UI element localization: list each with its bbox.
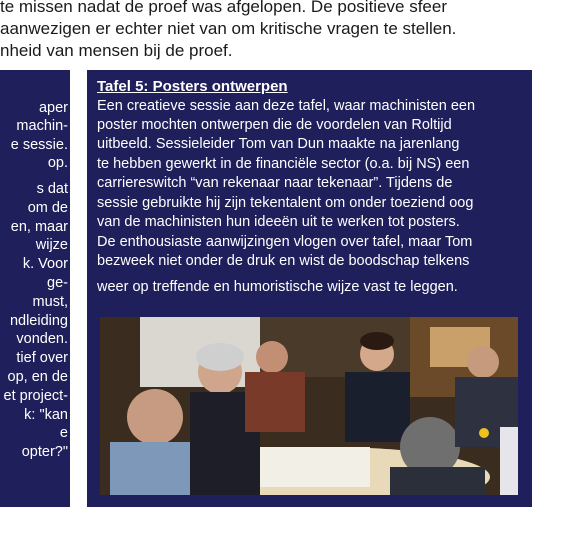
sidebar-line: op.	[47, 155, 68, 171]
tafel-5-box	[87, 70, 532, 507]
sidebar-line: tief over	[16, 350, 68, 366]
box-text-line: Een creatieve sessie aan deze tafel, waar machinisten een	[97, 98, 476, 114]
box-text-line: weer op treffende en humoristische wijze vast te leggen.	[97, 279, 458, 295]
workshop-photo-illustration	[100, 317, 518, 495]
body-line: te missen nadat de proef was afgelopen. De positieve sfeer	[0, 0, 447, 16]
sidebar-line: e sessie.	[10, 137, 68, 153]
sidebar-line: aper	[38, 100, 68, 116]
box-text-line: uitbeeld. Sessieleider Tom van Dun maakte na jarenlang	[97, 136, 460, 152]
box-text-line: carriereswitch “van rekenaar naar tekenaar”. Tijdens de	[97, 175, 453, 191]
sidebar-line: et project-	[3, 388, 68, 404]
body-line: nheid van mensen bij de proef.	[0, 41, 233, 60]
sidebar-line: ge-	[47, 275, 68, 291]
box-title: Tafel 5: Posters ontwerpen	[97, 78, 288, 95]
box-text-line: poster mochten ontwerpen die de voordelen van Roltijd	[97, 117, 452, 133]
sidebar-line: opter?"	[21, 444, 68, 460]
sidebar-line: vonden.	[16, 331, 68, 347]
box-text-line: te hebben gewerkt in de financiële sector (o.a. bij NS) een	[97, 156, 470, 172]
sidebar-line: s dat	[36, 181, 68, 197]
left-sidebar-box	[0, 70, 70, 507]
sidebar-line: k. Voor	[22, 256, 68, 272]
sidebar-line: wijze	[35, 237, 68, 253]
sidebar-line: k: "kan	[24, 407, 68, 423]
sidebar-line: machin-	[16, 118, 68, 134]
workshop-photo	[100, 317, 518, 495]
sidebar-line: ndleiding	[9, 313, 68, 329]
box-text-line: De enthousiaste aanwijzingen vlogen over tafel, maar Tom	[97, 234, 473, 250]
sidebar-line: op, en de	[7, 369, 68, 385]
sidebar-line: om de	[27, 200, 68, 216]
box-text-line: van de machinisten hun ideeën uit te werken tot posters.	[97, 214, 460, 230]
box-text-line: bezweek niet onder de druk en wist de boodschap telkens	[97, 253, 470, 269]
sidebar-line: must,	[32, 294, 68, 310]
sidebar-line: en, maar	[10, 219, 68, 235]
box-text-line: sessie gebruikte hij zijn tekentalent om onder toeziend oog	[97, 195, 474, 211]
sidebar-line: e	[59, 425, 68, 441]
body-line: aanwezigen er echter niet van om kritische vragen te stellen.	[0, 19, 457, 38]
